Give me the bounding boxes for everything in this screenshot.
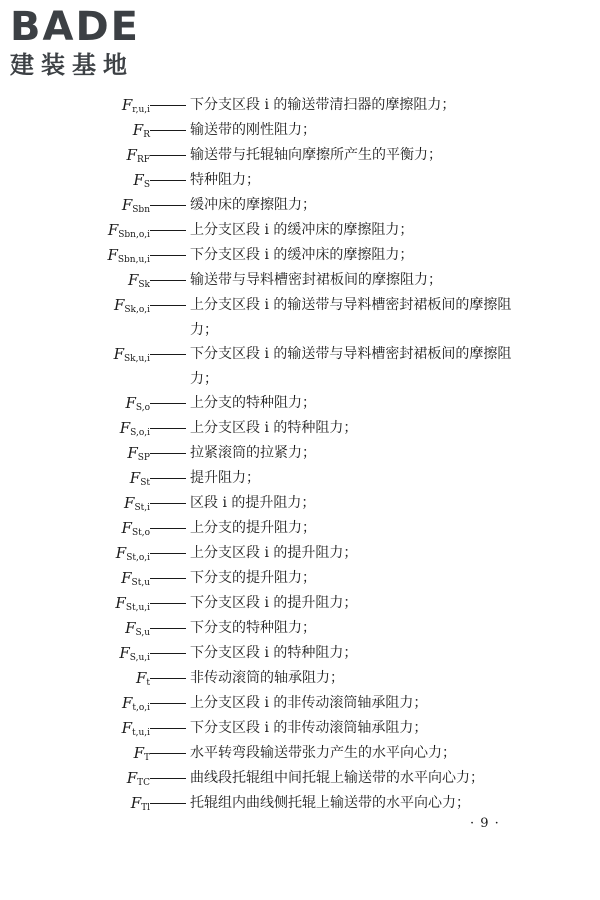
symbol-base: F: [121, 96, 133, 114]
symbol-entry: [0, 168, 600, 193]
symbol: [133, 168, 150, 193]
symbol-entry: [0, 293, 600, 342]
symbol-base: F: [129, 469, 141, 487]
symbol: [125, 391, 150, 416]
symbol-subscript: t,o,i: [132, 703, 150, 713]
symbol-entry: [0, 741, 600, 766]
symbol-base: F: [127, 271, 139, 289]
symbol-base: F: [107, 221, 119, 239]
symbol: [127, 143, 150, 168]
symbol-description: 下分支区段 i 的缓冲床的摩擦阻力；: [190, 247, 414, 263]
symbol-description: 上分支区段 i 的缓冲床的摩擦阻力；: [190, 222, 414, 238]
symbol-subscript: T: [143, 753, 150, 763]
symbol-description: 非传动滚筒的轴承阻力；: [190, 670, 344, 686]
symbol-subscript: St,o,i: [126, 553, 150, 563]
symbol: [127, 441, 150, 466]
symbol: [122, 691, 150, 716]
symbol-subscript: r,u,i: [132, 105, 150, 115]
symbol-base: F: [133, 171, 144, 189]
symbol-description: 上分支区段 i 的输送带与导料槽密封裙板间的摩擦阻力；: [190, 297, 512, 338]
symbol-entry: [0, 591, 600, 616]
symbol: [114, 293, 150, 318]
symbol-base: F: [121, 519, 132, 537]
symbol-subscript: SP: [137, 453, 150, 463]
symbol-base: F: [121, 694, 133, 712]
symbol: [108, 218, 150, 243]
symbol-base: F: [132, 121, 144, 139]
symbol-entry: [0, 268, 600, 293]
page-number: · 9 ·: [470, 816, 500, 831]
symbol: [125, 616, 150, 641]
symbol-entry: [0, 716, 600, 741]
symbol-subscript: Sk: [138, 280, 150, 290]
symbol-description: 下分支区段 i 的特种阻力；: [190, 645, 358, 661]
symbol-base: F: [121, 196, 133, 214]
symbol-description: 下分支区段 i 的输送带清扫器的摩擦阻力；: [190, 97, 456, 113]
symbol-description: 上分支的特种阻力；: [190, 395, 316, 411]
symbol-entry: [0, 143, 600, 168]
symbol-entry: [0, 541, 600, 566]
symbol-base: F: [121, 719, 132, 737]
symbol-description: 缓冲床的摩擦阻力；: [190, 197, 316, 213]
symbol-subscript: St,u,i: [125, 603, 150, 613]
symbol-base: F: [127, 444, 138, 462]
symbol-entry: [0, 342, 600, 391]
symbol-base: F: [126, 769, 138, 787]
symbol: [133, 118, 150, 143]
symbol-base: F: [135, 669, 147, 687]
symbol-entry: [0, 218, 600, 243]
symbol-subscript: t,u,i: [131, 728, 150, 738]
symbol: [128, 268, 150, 293]
symbol-entry: [0, 766, 600, 791]
symbol-description: 下分支的提升阻力；: [190, 570, 316, 586]
symbol-entry: [0, 416, 600, 441]
symbol: [122, 516, 150, 541]
symbol-description: 特种阻力；: [190, 172, 260, 188]
symbol-description: 曲线段托辊组中间托辊上输送带的水平向心力；: [190, 770, 484, 786]
symbol-subscript: Sk,o,i: [124, 305, 150, 315]
symbol: [122, 93, 150, 118]
symbol-subscript: TC: [137, 778, 150, 788]
symbol-subscript: Sk,u,i: [123, 354, 150, 364]
symbol-description: 下分支的特种阻力；: [190, 620, 316, 636]
symbol-description: 输送带与导料槽密封裙板间的摩擦阻力；: [190, 272, 442, 288]
symbol-subscript: S,u,i: [129, 653, 150, 663]
symbol-description: 区段 i 的提升阻力；: [190, 495, 316, 511]
symbol: [122, 716, 150, 741]
symbol-base: F: [125, 619, 136, 637]
symbol-entry: [0, 391, 600, 416]
symbol-subscript: St: [140, 478, 150, 488]
symbol-description: 上分支区段 i 的提升阻力；: [190, 545, 358, 561]
symbol: [131, 791, 150, 816]
symbol-subscript: Sbn,o,i: [118, 230, 150, 240]
symbol-description: 下分支区段 i 的非传动滚筒轴承阻力；: [190, 720, 428, 736]
symbol-definition-list: [0, 93, 600, 816]
symbol-subscript: RF: [136, 155, 150, 165]
symbol-description: 水平转弯段输送带张力产生的水平向心力；: [190, 745, 456, 761]
symbol-subscript: t: [146, 678, 150, 688]
symbol-description: 拉紧滚筒的拉紧力；: [190, 445, 316, 461]
symbol-base: F: [119, 644, 130, 662]
symbol-subscript: S: [143, 180, 150, 190]
symbol-subscript: S,o,i: [130, 428, 150, 438]
symbol-subscript: Tl: [141, 803, 150, 813]
symbol-base: F: [119, 419, 131, 437]
symbol-description: 下分支区段 i 的输送带与导料槽密封裙板间的摩擦阻力；: [190, 346, 512, 387]
brand-logo-wordmark: BADE: [10, 4, 140, 50]
symbol-base: F: [121, 569, 132, 587]
symbol: [114, 342, 150, 367]
symbol: [130, 466, 150, 491]
symbol: [121, 566, 150, 591]
symbol-base: F: [115, 544, 127, 562]
symbol-base: F: [133, 744, 144, 762]
symbol-base: F: [124, 494, 135, 512]
symbol-entry: [0, 193, 600, 218]
symbol: [136, 666, 150, 691]
symbol-subscript: S,o: [135, 403, 150, 413]
symbol-subscript: R: [143, 130, 150, 140]
symbol: [124, 491, 150, 516]
symbol-subscript: St,o: [131, 528, 150, 538]
symbol-entry: [0, 641, 600, 666]
symbol-description: 托辊组内曲线侧托辊上输送带的水平向心力；: [190, 795, 470, 811]
symbol-subscript: Sbn: [132, 205, 150, 215]
symbol-description: 上分支的提升阻力；: [190, 520, 316, 536]
symbol: [116, 541, 150, 566]
symbol-description: 输送带的刚性阻力；: [190, 122, 316, 138]
symbol-entry: [0, 791, 600, 816]
symbol-description: 提升阻力；: [190, 470, 260, 486]
symbol-entry: [0, 666, 600, 691]
symbol: [120, 416, 150, 441]
symbol: [134, 741, 150, 766]
symbol: [122, 193, 150, 218]
brand-logo: [10, 6, 180, 86]
symbol-base: F: [115, 594, 126, 612]
symbol: [115, 591, 150, 616]
symbol-subscript: Sbn,u,i: [117, 255, 150, 265]
symbol-base: F: [130, 794, 142, 812]
symbol-base: F: [113, 296, 125, 314]
symbol-base: F: [113, 345, 124, 363]
symbol-entry: [0, 118, 600, 143]
symbol-entry: [0, 466, 600, 491]
brand-logo-subtitle: 建装基地: [10, 51, 134, 79]
symbol: [119, 641, 150, 666]
symbol-subscript: S,u: [135, 628, 150, 638]
symbol-entry: [0, 516, 600, 541]
symbol-description: 输送带与托辊轴向摩擦所产生的平衡力；: [190, 147, 442, 163]
symbol-entry: [0, 691, 600, 716]
symbol-entry: [0, 93, 600, 118]
symbol-subscript: St,i: [134, 503, 150, 513]
symbol-entry: [0, 441, 600, 466]
symbol-entry: [0, 616, 600, 641]
symbol-entry: [0, 243, 600, 268]
symbol-description: 上分支区段 i 的特种阻力；: [190, 420, 358, 436]
symbol: [127, 766, 150, 791]
symbol-base: F: [125, 394, 136, 412]
symbol-entry: [0, 491, 600, 516]
symbol-base: F: [126, 146, 137, 164]
symbol: [107, 243, 150, 268]
symbol-description: 上分支区段 i 的非传动滚筒轴承阻力；: [190, 695, 428, 711]
symbol-description: 下分支区段 i 的提升阻力；: [190, 595, 358, 611]
symbol-base: F: [107, 246, 118, 264]
symbol-entry: [0, 566, 600, 591]
symbol-subscript: St,u: [131, 578, 150, 588]
